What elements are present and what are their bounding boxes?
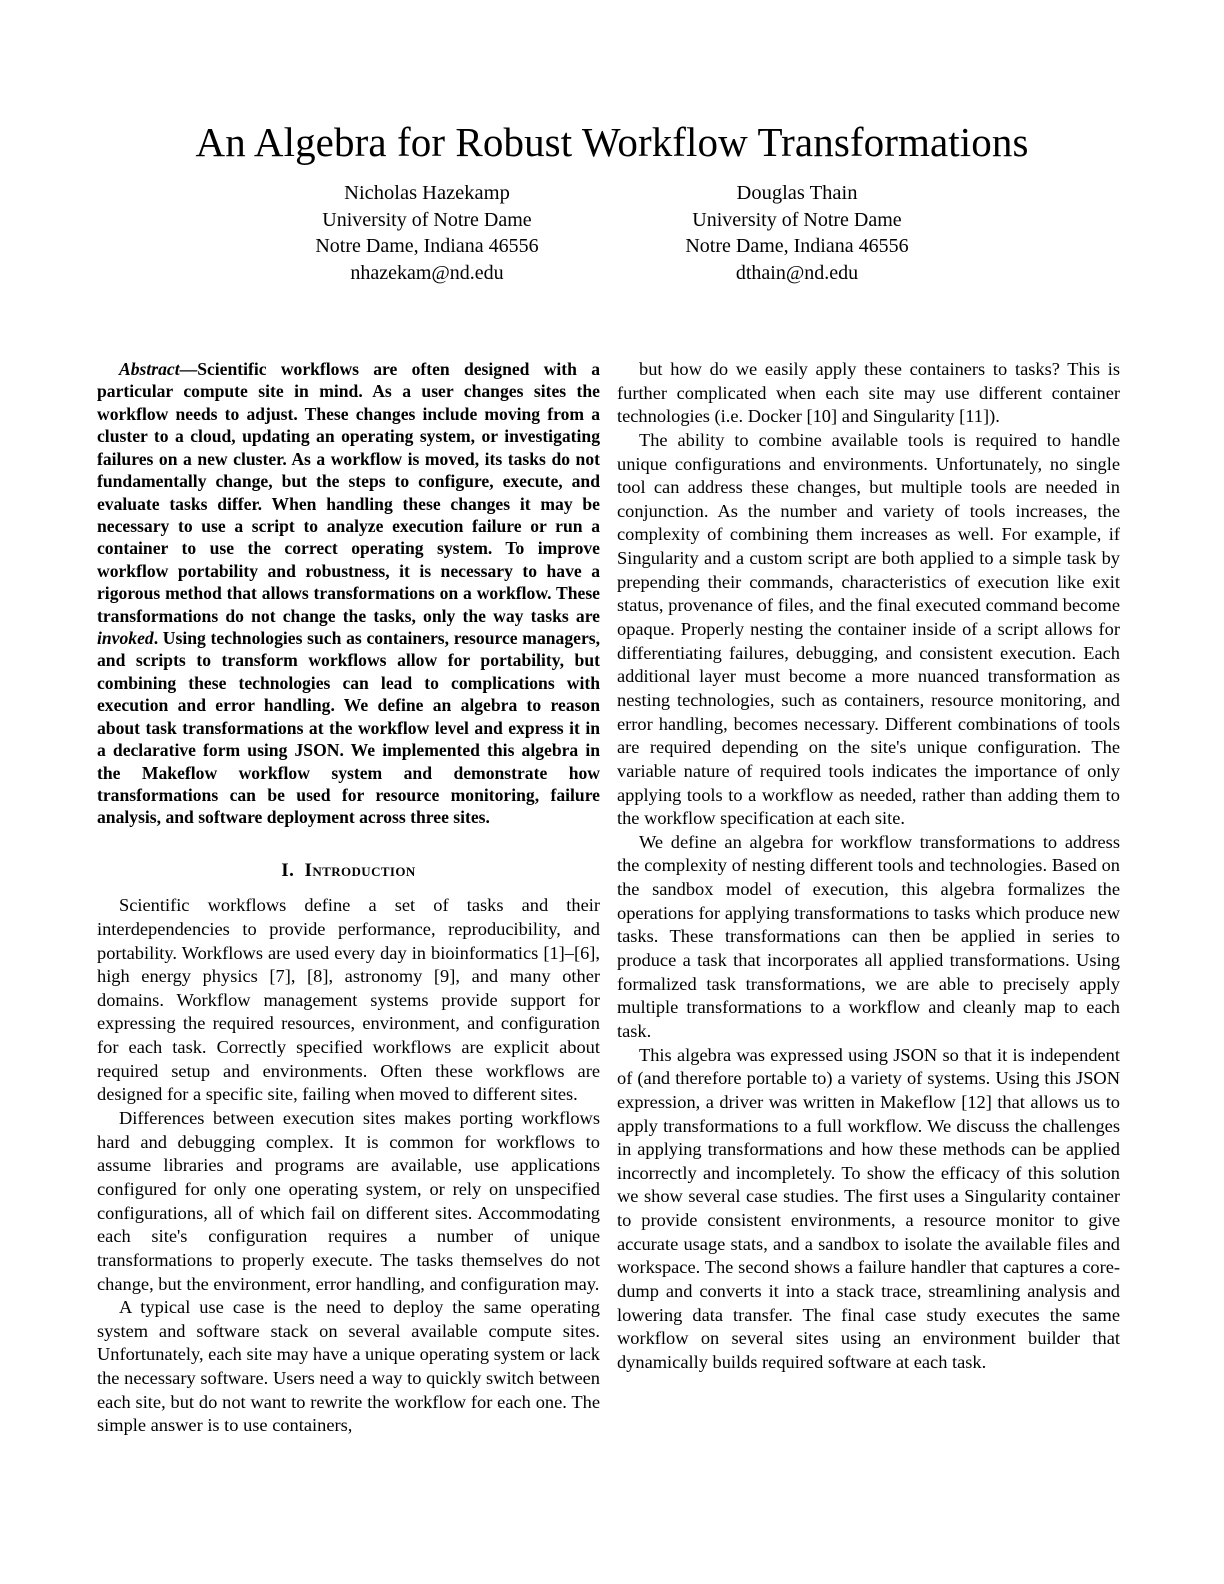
author-address: Notre Dame, Indiana 46556 xyxy=(315,235,539,258)
body-paragraph: Scientific workflows define a set of tasks and their interdependencies to provide performance, reproducibility, and portability. Workflows are used every day in bioinformatics [1]–[6], high energy physics [7], [8], astronomy [9], and many other domains. Workflow management systems provide support for expressing the required resources, environment, and configuration for each task. Correctly specified workflows are explicit about required setup and environments. Often these workflows are designed for a specific site, failing when moved to different sites. xyxy=(97,895,600,1105)
abstract-dash: — xyxy=(179,359,198,379)
section-title: Introduction xyxy=(304,859,416,881)
section-heading-introduction xyxy=(97,859,600,883)
author-address: Notre Dame, Indiana 46556 xyxy=(685,235,909,258)
author-affiliation: University of Notre Dame xyxy=(322,209,532,232)
author-block-1 xyxy=(242,180,612,286)
column-right xyxy=(617,358,1120,1375)
author-name: Douglas Thain xyxy=(736,182,858,204)
author-list xyxy=(96,180,1128,286)
abstract-text-part-1: Scientific workflows are often designed with a particular compute site in mind. As a user changes sites the workflow needs to adjust. These changes include moving from a cluster to a cloud, updating an operating system, or investigating failures on a new cluster. As a workflow is moved, its tasks do not fundamentally change, but the steps to configure, execute, and evaluate tasks differ. When handling these changes it may be necessary to use a script to analyze execution failure or run a container to use the correct operating system. To improve workflow portability and robustness, it is necessary to have a rigorous method that allows transformations on a workflow. These transformations do not change the tasks, only the way tasks are xyxy=(97,359,600,626)
author-name: Nicholas Hazekamp xyxy=(344,182,510,204)
abstract xyxy=(97,358,600,829)
body-paragraph: A typical use case is the need to deploy the same operating system and software stack on several available compute sites. Unfortunately, each site may have a unique operating system or lack the necessary software. Users need a way to quickly switch between each site, but do not want to rewrite the workflow for each one. The simple answer is to use containers, xyxy=(97,1297,600,1436)
body-paragraph: The ability to combine available tools is required to handle unique configurations and environments. Unfortunately, no single tool can address these changes, but multiple tools are needed in conjunction. As the number and variety of tools increases, the complexity of combining them increases as well. For example, if Singularity and a custom script are both applied to a simple task by prepending their commands, characteristics of execution like exit status, provenance of files, and the final executed command become opaque. Properly nesting the container inside of a script allows for differentiating failures, debugging, and consistent execution. Each additional layer must become a more nuanced transformation as nesting technologies, such as containers, resource monitoring, and error handling, becomes necessary. Different combinations of tools are required depending on the site's unique configuration. The variable nature of required tools indicates the importance of only applying tools to a workflow as needed, rather than adding them to the workflow specification at each site. xyxy=(617,429,1120,829)
body-paragraph: but how do we easily apply these containers to tasks? This is further complicated when each site may use different container technologies (i.e. Docker [10] and Singularity [11]). xyxy=(617,359,1120,427)
body-paragraph: This algebra was expressed using JSON so that it is independent of (and therefore portable to) a variety of systems. Using this JSON expression, a driver was written in Makeflow [12] that allows us to apply transformations to a full workflow. We discuss the challenges in applying transformations and how these methods can be applied incorrectly and incompletely. To show the efficacy of this solution we show several case studies. The first uses a Singularity container to provide consistent environments, a resource monitor to give accurate usage stats, and a sandbox to isolate the available files and workspace. The second shows a failure handler that captures a core-dump and converts it into a stack trace, streamlining analysis and lowering data transfer. The final case study executes the same workflow on several sites using an environment builder that dynamically builds required software at each task. xyxy=(617,1044,1120,1372)
abstract-text-part-2: . Using technologies such as containers, resource managers, and scripts to transform workflows allow for portability, but combining these technologies can lead to complications with execution and error handling. We define an algebra to reason about task transformations at the workflow level and express it in a declarative form using JSON. We implemented this algebra in the Makeflow workflow system and demonstrate how transformations can be used for resource monitoring, failure analysis, and software deployment across three sites. xyxy=(97,628,600,828)
body-paragraph: We define an algebra for workflow transformations to address the complexity of nesting different tools and technologies. Based on the sandbox model of execution, this algebra formalizes the operations for applying transformations to tasks which produce new tasks. These transformations can then be applied in series to produce a task that incorporates all applied transformations. Using formalized task transformations, we are able to precisely apply multiple transformations to a workflow and cleanly map to each task. xyxy=(617,831,1120,1041)
author-block-2 xyxy=(612,180,982,286)
author-affiliation: University of Notre Dame xyxy=(692,209,902,232)
body-paragraph: Differences between execution sites makes porting workflows hard and debugging complex. It is common for workflows to assume libraries and programs are available, use applications configured for only one operating system, or rely on unspecified configurations, all of which fail on different sites. Accommodating each site's configuration requires a number of unique transformations to properly execute. The tasks themselves do not change, but the environment, error handling, and configuration may. xyxy=(97,1108,600,1294)
abstract-label: Abstract xyxy=(119,359,180,379)
page-title: An Algebra for Robust Workflow Transformations xyxy=(195,119,1029,166)
column-left xyxy=(97,358,600,1438)
author-email: nhazekam@nd.edu xyxy=(350,261,504,284)
author-email: dthain@nd.edu xyxy=(735,261,859,284)
section-numeral: I. xyxy=(281,859,295,881)
abstract-emphasis: invoked xyxy=(97,628,154,649)
